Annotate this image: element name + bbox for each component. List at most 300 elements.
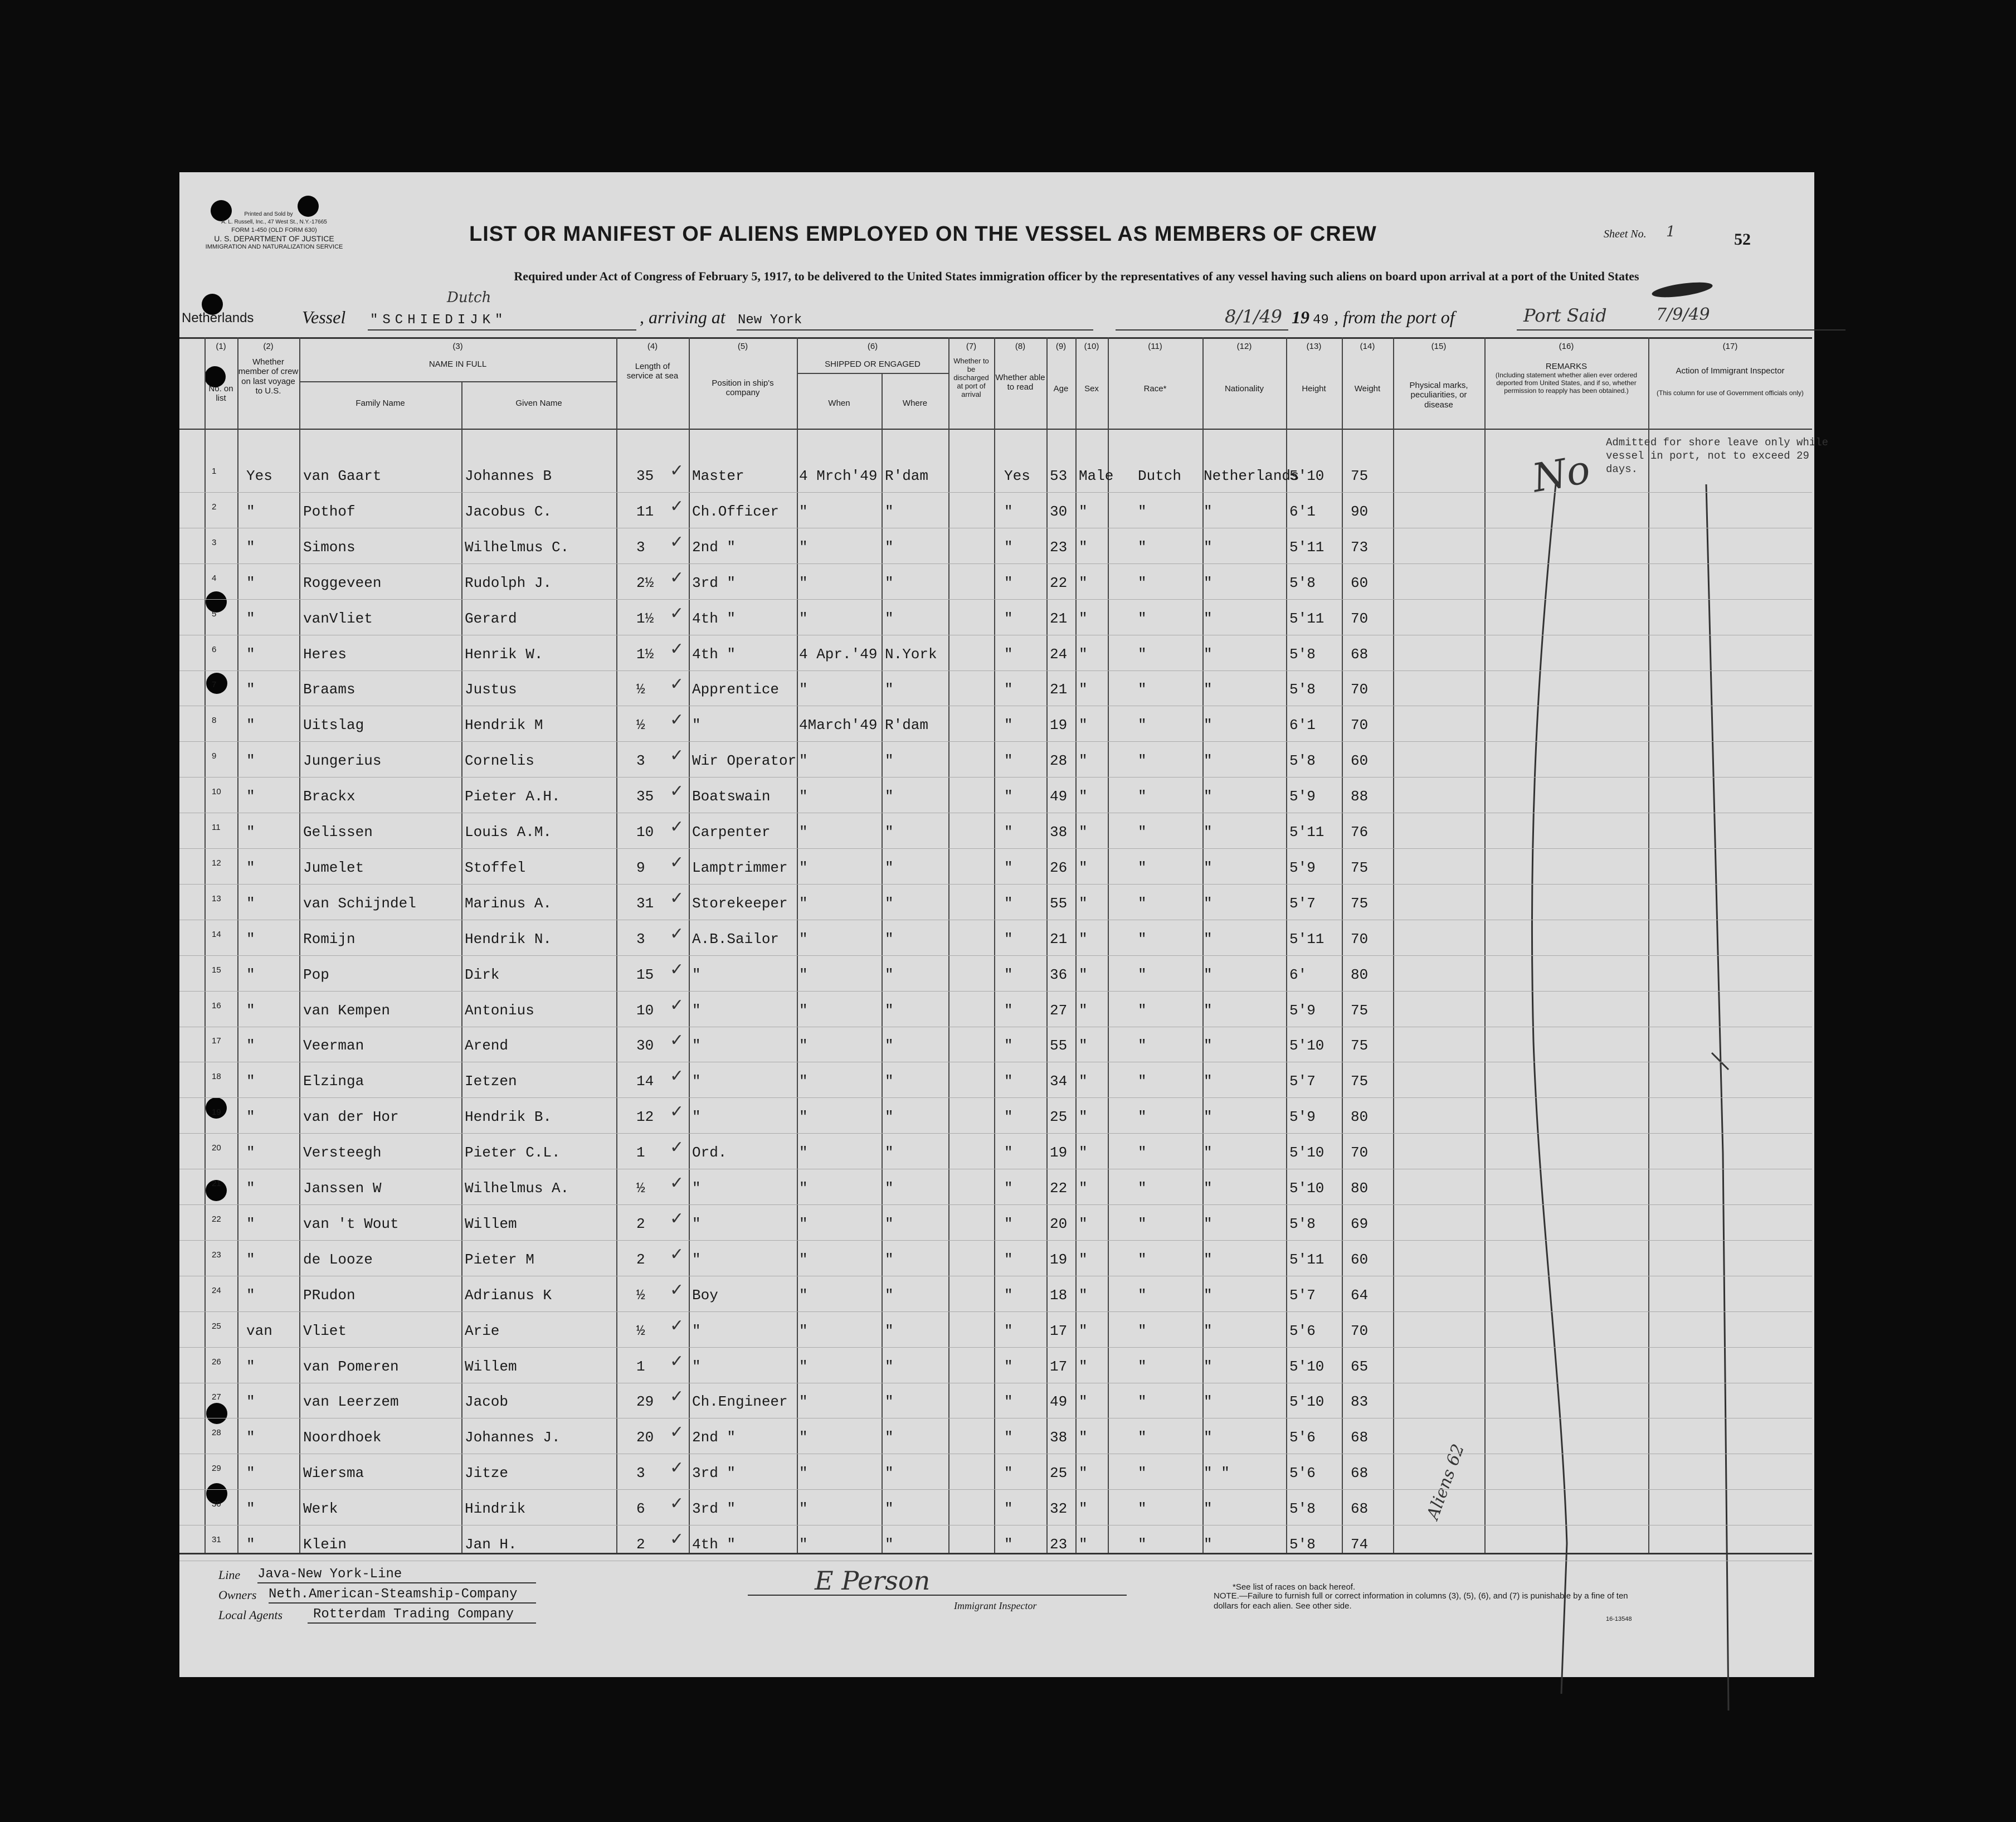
row-number: 30 <box>212 1499 221 1509</box>
row-number: 19 <box>212 1107 221 1117</box>
family-name: Roggeveen <box>303 575 382 591</box>
race: " <box>1138 610 1147 627</box>
check-mark-icon: ✓ <box>670 1529 684 1549</box>
nationality: " <box>1204 966 1212 983</box>
able-to-read: Yes <box>1004 468 1030 484</box>
col-7-number: (7) <box>966 342 977 351</box>
family-name: Klein <box>303 1536 347 1553</box>
table-row <box>179 1347 1812 1348</box>
given-name: Marinus A. <box>465 895 552 912</box>
engaged-where: " <box>885 1323 894 1339</box>
manifest-sheet <box>179 172 1829 1677</box>
col-8-title: Whether able to read <box>995 373 1045 392</box>
engaged-when: " <box>799 859 808 876</box>
able-to-read: " <box>1004 1358 1013 1375</box>
departure-date: 7/9/49 <box>1656 305 1710 324</box>
row-number: 8 <box>212 716 217 725</box>
service-length: 9 <box>636 859 645 876</box>
col-6-number: (6) <box>867 342 878 351</box>
service-length: 1 <box>636 1144 645 1161</box>
ship-position: " <box>692 717 701 733</box>
col-17-number: (17) <box>1722 342 1738 351</box>
nationality: " " <box>1204 1465 1230 1481</box>
previous-voyage: " <box>246 931 255 948</box>
race: " <box>1138 824 1147 840</box>
age: 28 <box>1050 752 1068 769</box>
sex: " <box>1079 503 1088 520</box>
col-9-number: (9) <box>1055 342 1067 351</box>
row-number: 3 <box>212 538 217 547</box>
family-name: van 't Wout <box>303 1216 399 1232</box>
col-14-number: (14) <box>1360 342 1375 351</box>
vessel-name: "SCHIEDIJK" <box>370 313 508 328</box>
table-row <box>179 848 1812 849</box>
service-length: 10 <box>636 824 654 840</box>
ship-position: " <box>692 1002 701 1019</box>
race: " <box>1138 1500 1147 1517</box>
departure-port: Port Said <box>1523 305 1607 326</box>
engaged-where: " <box>885 1216 894 1232</box>
table-row <box>179 1204 1812 1205</box>
height: 5'7 <box>1289 895 1316 912</box>
nationality: " <box>1204 1073 1212 1090</box>
age: 21 <box>1050 931 1068 948</box>
nationality: " <box>1204 1037 1212 1054</box>
given-name: Dirk <box>465 966 500 983</box>
engaged-when: " <box>799 1109 808 1125</box>
race: " <box>1138 503 1147 520</box>
height: 5'11 <box>1289 931 1324 948</box>
engaged-where: " <box>885 1251 894 1268</box>
able-to-read: " <box>1004 788 1013 805</box>
engaged-where: R'dam <box>885 468 929 484</box>
check-mark-icon: ✓ <box>670 1352 684 1371</box>
ship-position: Storekeeper <box>692 895 788 912</box>
sex: " <box>1079 1393 1088 1410</box>
given-name: Willem <box>465 1358 517 1375</box>
race: " <box>1138 895 1147 912</box>
previous-voyage: " <box>246 1144 255 1161</box>
engaged-when: " <box>799 1037 808 1054</box>
family-name: Vliet <box>303 1323 347 1339</box>
service-length: 35 <box>636 788 654 805</box>
weight: 75 <box>1351 1002 1369 1019</box>
service-length: 11 <box>636 503 654 520</box>
age: 24 <box>1050 646 1068 663</box>
check-mark-icon: ✓ <box>670 1102 684 1121</box>
family-name: Noordhoek <box>303 1429 382 1446</box>
sex: " <box>1079 1180 1088 1197</box>
weight: 68 <box>1351 1429 1369 1446</box>
sex: " <box>1079 1109 1088 1125</box>
vessel-annotation: Dutch <box>447 289 491 306</box>
given-name: Jacob <box>465 1393 509 1410</box>
year-prefix: 19 <box>1292 307 1309 327</box>
given-name: Gerard <box>465 610 517 627</box>
service-length: ½ <box>636 681 645 698</box>
ship-position: " <box>692 1180 701 1197</box>
previous-voyage: " <box>246 1216 255 1232</box>
subtitle: Required under Act of Congress of February 5, 1917, to be delivered to the United States immigration officer by the representatives of any vessel having such aliens on board upon arrival at a port of the United States <box>514 269 1639 283</box>
check-mark-icon: ✓ <box>670 1458 684 1478</box>
given-name: Jitze <box>465 1465 509 1481</box>
col-6-when: When <box>828 399 850 408</box>
family-name: Romijn <box>303 931 356 948</box>
able-to-read: " <box>1004 1429 1013 1446</box>
col-5-number: (5) <box>737 342 748 351</box>
ship-position: " <box>692 1216 701 1232</box>
height: 5'8 <box>1289 752 1316 769</box>
family-name: Gelissen <box>303 824 373 840</box>
weight: 80 <box>1351 966 1369 983</box>
family-name: PRudon <box>303 1287 356 1304</box>
given-name: Pieter M <box>465 1251 534 1268</box>
nationality: " <box>1204 503 1212 520</box>
check-mark-icon: ✓ <box>670 817 684 837</box>
row-number: 2 <box>212 502 217 512</box>
sheet-label: Sheet No. <box>1604 228 1647 240</box>
engaged-where: " <box>885 966 894 983</box>
service-length: 12 <box>636 1109 654 1125</box>
previous-voyage: " <box>246 539 255 556</box>
arrival-date: 8/1/49 <box>1225 306 1282 327</box>
age: 23 <box>1050 1536 1068 1553</box>
able-to-read: " <box>1004 752 1013 769</box>
engaged-when: " <box>799 575 808 591</box>
previous-voyage: " <box>246 610 255 627</box>
service-length: 10 <box>636 1002 654 1019</box>
ship-position: 4th " <box>692 610 736 627</box>
able-to-read: " <box>1004 681 1013 698</box>
punch-hole <box>206 1403 227 1424</box>
department-name: U. S. DEPARTMENT OF JUSTICE <box>214 234 334 243</box>
nationality: " <box>1204 1251 1212 1268</box>
sex: " <box>1079 539 1088 556</box>
able-to-read: " <box>1004 610 1013 627</box>
check-mark-icon: ✓ <box>670 1280 684 1300</box>
given-name: Pieter C.L. <box>465 1144 561 1161</box>
able-to-read: " <box>1004 1536 1013 1553</box>
race: " <box>1138 1358 1147 1375</box>
sex: " <box>1079 681 1088 698</box>
height: 5'9 <box>1289 1002 1316 1019</box>
weight: 68 <box>1351 1500 1369 1517</box>
ship-position: Carpenter <box>692 824 771 840</box>
engaged-where: " <box>885 1429 894 1446</box>
col-4-title: Length of service at sea <box>626 362 679 381</box>
service-length: 15 <box>636 966 654 983</box>
previous-voyage: " <box>246 859 255 876</box>
table-row <box>179 563 1812 564</box>
age: 20 <box>1050 1216 1068 1232</box>
given-name: Ietzen <box>465 1073 517 1090</box>
line-label: Line <box>218 1568 241 1582</box>
given-name: Antonius <box>465 1002 534 1019</box>
given-name: Hendrik B. <box>465 1109 552 1125</box>
age: 22 <box>1050 575 1068 591</box>
row-number: 27 <box>212 1392 221 1402</box>
ship-position: Apprentice <box>692 681 780 698</box>
check-mark-icon: ✓ <box>670 674 684 694</box>
weight: 80 <box>1351 1180 1369 1197</box>
races-note: *See list of races on back hereof. <box>1233 1582 1356 1592</box>
previous-voyage: " <box>246 1251 255 1268</box>
age: 19 <box>1050 717 1068 733</box>
able-to-read: " <box>1004 646 1013 663</box>
family-name: vanVliet <box>303 610 373 627</box>
given-name: Hendrik N. <box>465 931 552 948</box>
table-row <box>179 1489 1812 1490</box>
col-16-subtitle: (Including statement whether alien ever ordered deported from United States, and if so, whether permission to reapply has been obtained.) <box>1495 371 1638 395</box>
service-length: 30 <box>636 1037 654 1054</box>
ship-position: Ord. <box>692 1144 727 1161</box>
table-row <box>179 492 1812 493</box>
check-mark-icon: ✓ <box>670 995 684 1015</box>
row-number: 24 <box>212 1286 221 1295</box>
col-8-number: (8) <box>1015 342 1026 351</box>
check-mark-icon: ✓ <box>670 853 684 872</box>
service-length: 1 <box>636 1358 645 1375</box>
nationality: " <box>1204 1109 1212 1125</box>
family-name: de Looze <box>303 1251 373 1268</box>
age: 36 <box>1050 966 1068 983</box>
family-name: Veerman <box>303 1037 364 1054</box>
previous-voyage: " <box>246 717 255 733</box>
given-name: Cornelis <box>465 752 534 769</box>
engaged-where: " <box>885 1358 894 1375</box>
height: 6' <box>1289 966 1307 983</box>
sex: " <box>1079 1002 1088 1019</box>
nationality: " <box>1204 859 1212 876</box>
family-name: van Leerzem <box>303 1393 399 1410</box>
age: 55 <box>1050 895 1068 912</box>
shore-leave-stamp: Admitted for shore leave only while vessel in port, not to exceed 29 days. <box>1606 436 1829 475</box>
height: 5'8 <box>1289 681 1316 698</box>
given-name: Jan H. <box>465 1536 517 1553</box>
previous-voyage: van <box>246 1323 272 1339</box>
owners: Neth.American-Steamship-Company <box>269 1587 518 1602</box>
weight: 70 <box>1351 717 1369 733</box>
previous-voyage: " <box>246 1429 255 1446</box>
ship-position: 3rd " <box>692 1500 736 1517</box>
height: 5'11 <box>1289 824 1324 840</box>
race: " <box>1138 1393 1147 1410</box>
given-name: Hendrik M <box>465 717 543 733</box>
service-length: 14 <box>636 1073 654 1090</box>
row-number: 23 <box>212 1250 221 1260</box>
height: 5'11 <box>1289 539 1324 556</box>
engaged-when: " <box>799 788 808 805</box>
given-name: Hindrik <box>465 1500 526 1517</box>
previous-voyage: " <box>246 1002 255 1019</box>
row-number: 6 <box>212 645 217 654</box>
engaged-when: " <box>799 1393 808 1410</box>
service-length: 3 <box>636 752 645 769</box>
race: " <box>1138 681 1147 698</box>
check-mark-icon: ✓ <box>670 924 684 944</box>
height: 5'8 <box>1289 575 1316 591</box>
race: " <box>1138 1251 1147 1268</box>
family-name: van der Hor <box>303 1109 399 1125</box>
able-to-read: " <box>1004 1500 1013 1517</box>
previous-voyage: " <box>246 1180 255 1197</box>
row-number: 17 <box>212 1036 221 1046</box>
engaged-where: N.York <box>885 646 937 663</box>
ship-position: " <box>692 1358 701 1375</box>
check-mark-icon: ✓ <box>670 497 684 516</box>
able-to-read: " <box>1004 575 1013 591</box>
weight: 70 <box>1351 931 1369 948</box>
engaged-when: " <box>799 539 808 556</box>
engaged-where: " <box>885 895 894 912</box>
page-title: LIST OR MANIFEST OF ALIENS EMPLOYED ON THE VESSEL AS MEMBERS OF CREW <box>469 222 1377 246</box>
table-row <box>179 884 1812 885</box>
race: " <box>1138 1216 1147 1232</box>
sex: " <box>1079 575 1088 591</box>
row-number: 22 <box>212 1214 221 1224</box>
given-name: Johannes J. <box>465 1429 561 1446</box>
family-name: van Gaart <box>303 468 382 484</box>
ship-position: " <box>692 966 701 983</box>
nationality: " <box>1204 575 1212 591</box>
family-name: Elzinga <box>303 1073 364 1090</box>
nationality: " <box>1204 824 1212 840</box>
weight: 69 <box>1351 1216 1369 1232</box>
punch-hole <box>211 200 232 221</box>
race: " <box>1138 646 1147 663</box>
age: 17 <box>1050 1358 1068 1375</box>
able-to-read: " <box>1004 1251 1013 1268</box>
family-name: Heres <box>303 646 347 663</box>
able-to-read: " <box>1004 1109 1013 1125</box>
weight: 88 <box>1351 788 1369 805</box>
table-row <box>179 1133 1812 1134</box>
race: " <box>1138 1465 1147 1481</box>
service-length: 31 <box>636 895 654 912</box>
check-mark-icon: ✓ <box>670 1138 684 1157</box>
from-label: , from the port of <box>1334 307 1455 327</box>
engaged-when: " <box>799 610 808 627</box>
check-mark-icon: ✓ <box>670 1422 684 1442</box>
ship-position: 2nd " <box>692 539 736 556</box>
previous-voyage: " <box>246 575 255 591</box>
able-to-read: " <box>1004 931 1013 948</box>
engaged-where: " <box>885 752 894 769</box>
row-number: 7 <box>212 680 217 689</box>
age: 38 <box>1050 1429 1068 1446</box>
sex: " <box>1079 1037 1088 1054</box>
ship-position: Master <box>692 468 744 484</box>
ship-position: A.B.Sailor <box>692 931 780 948</box>
sheet-number: 1 <box>1666 224 1676 240</box>
race: " <box>1138 752 1147 769</box>
previous-voyage: " <box>246 1393 255 1410</box>
service-length: 1½ <box>636 610 654 627</box>
height: 5'7 <box>1289 1287 1316 1304</box>
row-number: 9 <box>212 751 217 761</box>
row-number: 13 <box>212 894 221 903</box>
engaged-when: 4 Mrch'49 <box>799 468 878 484</box>
weight: 60 <box>1351 752 1369 769</box>
engaged-when: " <box>799 824 808 840</box>
given-name: Willem <box>465 1216 517 1232</box>
engaged-where: " <box>885 824 894 840</box>
col-11-title: Race* <box>1143 384 1167 393</box>
check-mark-icon: ✓ <box>670 888 684 908</box>
previous-voyage: " <box>246 503 255 520</box>
sex: " <box>1079 1500 1088 1517</box>
weight: 75 <box>1351 468 1369 484</box>
sex: " <box>1079 752 1088 769</box>
age: 55 <box>1050 1037 1068 1054</box>
height: 5'10 <box>1289 1037 1324 1054</box>
table-row <box>179 777 1812 778</box>
race: " <box>1138 859 1147 876</box>
able-to-read: " <box>1004 1002 1013 1019</box>
col-3-given: Given Name <box>515 399 562 408</box>
col-10-title: Sex <box>1084 384 1099 393</box>
engaged-where: " <box>885 788 894 805</box>
engaged-when: 4 Apr.'49 <box>799 646 878 663</box>
previous-voyage: " <box>246 824 255 840</box>
col-12-title: Nationality <box>1224 384 1264 393</box>
ship-position: " <box>692 1251 701 1268</box>
service-length: 2 <box>636 1251 645 1268</box>
previous-voyage: " <box>246 1465 255 1481</box>
service-length: ½ <box>636 1287 645 1304</box>
nationality: " <box>1204 1393 1212 1410</box>
ship-position: " <box>692 1073 701 1090</box>
weight: 70 <box>1351 1144 1369 1161</box>
sex: " <box>1079 1073 1088 1090</box>
sex: " <box>1079 1287 1088 1304</box>
table-row <box>179 991 1812 992</box>
engaged-where: " <box>885 1144 894 1161</box>
service-length: ½ <box>636 1323 645 1339</box>
nationality: " <box>1204 1144 1212 1161</box>
nationality: " <box>1204 1358 1212 1375</box>
able-to-read: " <box>1004 1287 1013 1304</box>
inspector-label: Immigrant Inspector <box>954 1600 1037 1611</box>
height: 5'11 <box>1289 610 1324 627</box>
race: " <box>1138 1037 1147 1054</box>
engaged-where: " <box>885 575 894 591</box>
nationality: " <box>1204 788 1212 805</box>
engaged-where: " <box>885 610 894 627</box>
nationality: " <box>1204 1429 1212 1446</box>
height: 5'6 <box>1289 1465 1316 1481</box>
ship-position: 4th " <box>692 1536 736 1553</box>
engaged-where: " <box>885 1393 894 1410</box>
height: 5'8 <box>1289 1536 1316 1553</box>
ship-position: Wir Operator <box>692 752 797 769</box>
row-number: 5 <box>212 609 217 619</box>
ship-position: " <box>692 1323 701 1339</box>
age: 49 <box>1050 788 1068 805</box>
race: " <box>1138 966 1147 983</box>
able-to-read: " <box>1004 824 1013 840</box>
sex: " <box>1079 895 1088 912</box>
ship-position: Boy <box>692 1287 718 1304</box>
previous-voyage: " <box>246 966 255 983</box>
row-number: 28 <box>212 1428 221 1437</box>
nationality: " <box>1204 931 1212 948</box>
ship-position: 2nd " <box>692 1429 736 1446</box>
previous-voyage: " <box>246 1073 255 1090</box>
given-name: Johannes B <box>465 468 552 484</box>
row-number: 15 <box>212 965 221 975</box>
height: 5'8 <box>1289 1500 1316 1517</box>
